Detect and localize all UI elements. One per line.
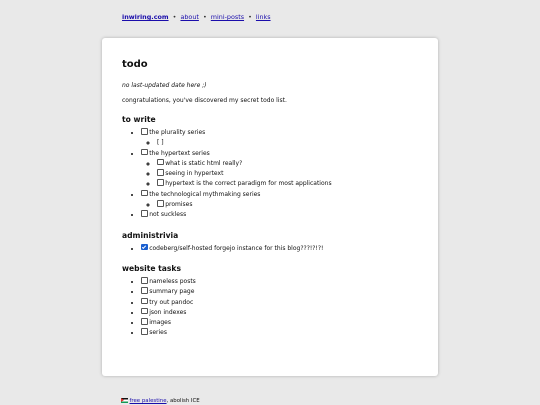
last-updated-note: no last-updated date here ;) — [122, 82, 207, 89]
list-item-label: nameless posts — [149, 277, 196, 285]
nav-separator: • — [172, 13, 177, 21]
list-item — [141, 128, 418, 149]
checkbox[interactable] — [157, 179, 164, 186]
list-item-label: try out pandoc — [149, 298, 194, 306]
nav-separator: • — [248, 13, 252, 21]
list-item-label: the technological mythmaking series — [149, 190, 261, 198]
list-item — [157, 159, 418, 169]
top-navigation — [122, 13, 271, 21]
checkbox[interactable] — [141, 287, 148, 294]
list-item — [141, 277, 418, 287]
section-heading-administrivia: administrivia — [122, 230, 179, 240]
checkbox-checked[interactable] — [141, 244, 148, 251]
to-write-list — [122, 128, 418, 221]
list-item — [141, 190, 418, 211]
list-item — [141, 149, 418, 190]
list-item-label: the plurality series — [149, 129, 206, 136]
list-item — [157, 179, 418, 189]
list-item-label: json indexes — [149, 308, 187, 316]
section-heading-to-write: to write — [122, 115, 156, 124]
intro-text: congratulations, you've discovered my secret todo list. — [122, 97, 287, 104]
list-item — [157, 138, 418, 148]
list-item-label: images — [149, 319, 172, 327]
checkbox[interactable] — [141, 298, 148, 305]
list-item — [157, 169, 418, 179]
checkbox[interactable] — [157, 200, 164, 207]
checkbox[interactable] — [141, 128, 148, 135]
checkbox[interactable] — [141, 308, 148, 315]
palestine-flag-icon — [121, 398, 128, 403]
list-item — [141, 210, 418, 220]
list-item — [141, 244, 418, 254]
nav-mini-posts-link[interactable]: mini-posts — [210, 13, 245, 21]
checkbox[interactable] — [141, 149, 148, 156]
list-item-label: hypertext is the correct paradigm for most applications — [165, 180, 332, 188]
list-item — [141, 328, 418, 338]
footer — [121, 398, 200, 404]
list-item-label: promises — [165, 201, 193, 209]
checkbox[interactable] — [141, 277, 148, 284]
list-item-label: series — [149, 329, 167, 337]
administrivia-list — [122, 244, 418, 254]
content-card — [102, 38, 438, 376]
checkbox[interactable] — [141, 190, 148, 197]
list-item-label: not suckless — [149, 211, 187, 219]
checkbox[interactable] — [141, 210, 148, 217]
page-title: todo — [122, 59, 148, 70]
checkbox[interactable] — [157, 169, 164, 176]
list-item — [141, 287, 418, 297]
sub-list — [141, 200, 418, 210]
sub-list — [141, 159, 418, 190]
nav-separator: • — [202, 13, 207, 21]
nav-home-link[interactable]: inwiring.com — [122, 13, 169, 21]
list-item-label: seeing in hypertext — [165, 170, 224, 178]
list-item-label: codeberg/self-hosted forgejo instance for this blog???!?!?! — [149, 244, 324, 252]
checkbox[interactable] — [141, 318, 148, 325]
list-item — [141, 308, 418, 318]
list-item-label: [ ] — [157, 139, 164, 147]
section-heading-website-tasks: website tasks — [122, 263, 181, 273]
list-item — [141, 318, 418, 328]
free-palestine-link[interactable]: free palestine — [129, 398, 167, 405]
list-item — [141, 298, 418, 308]
checkbox[interactable] — [157, 159, 164, 166]
nav-links-link[interactable]: links — [255, 13, 271, 21]
footer-text: , abolish ICE — [166, 398, 200, 405]
nav-about-link[interactable]: about — [180, 13, 199, 21]
list-item-label: the hypertext series — [149, 149, 210, 157]
website-tasks-list — [122, 277, 418, 339]
list-item-label: what is static html really? — [165, 159, 243, 167]
checkbox[interactable] — [141, 328, 148, 335]
sub-list — [141, 138, 418, 148]
list-item-label: summary page — [149, 288, 195, 296]
list-item — [157, 200, 418, 210]
